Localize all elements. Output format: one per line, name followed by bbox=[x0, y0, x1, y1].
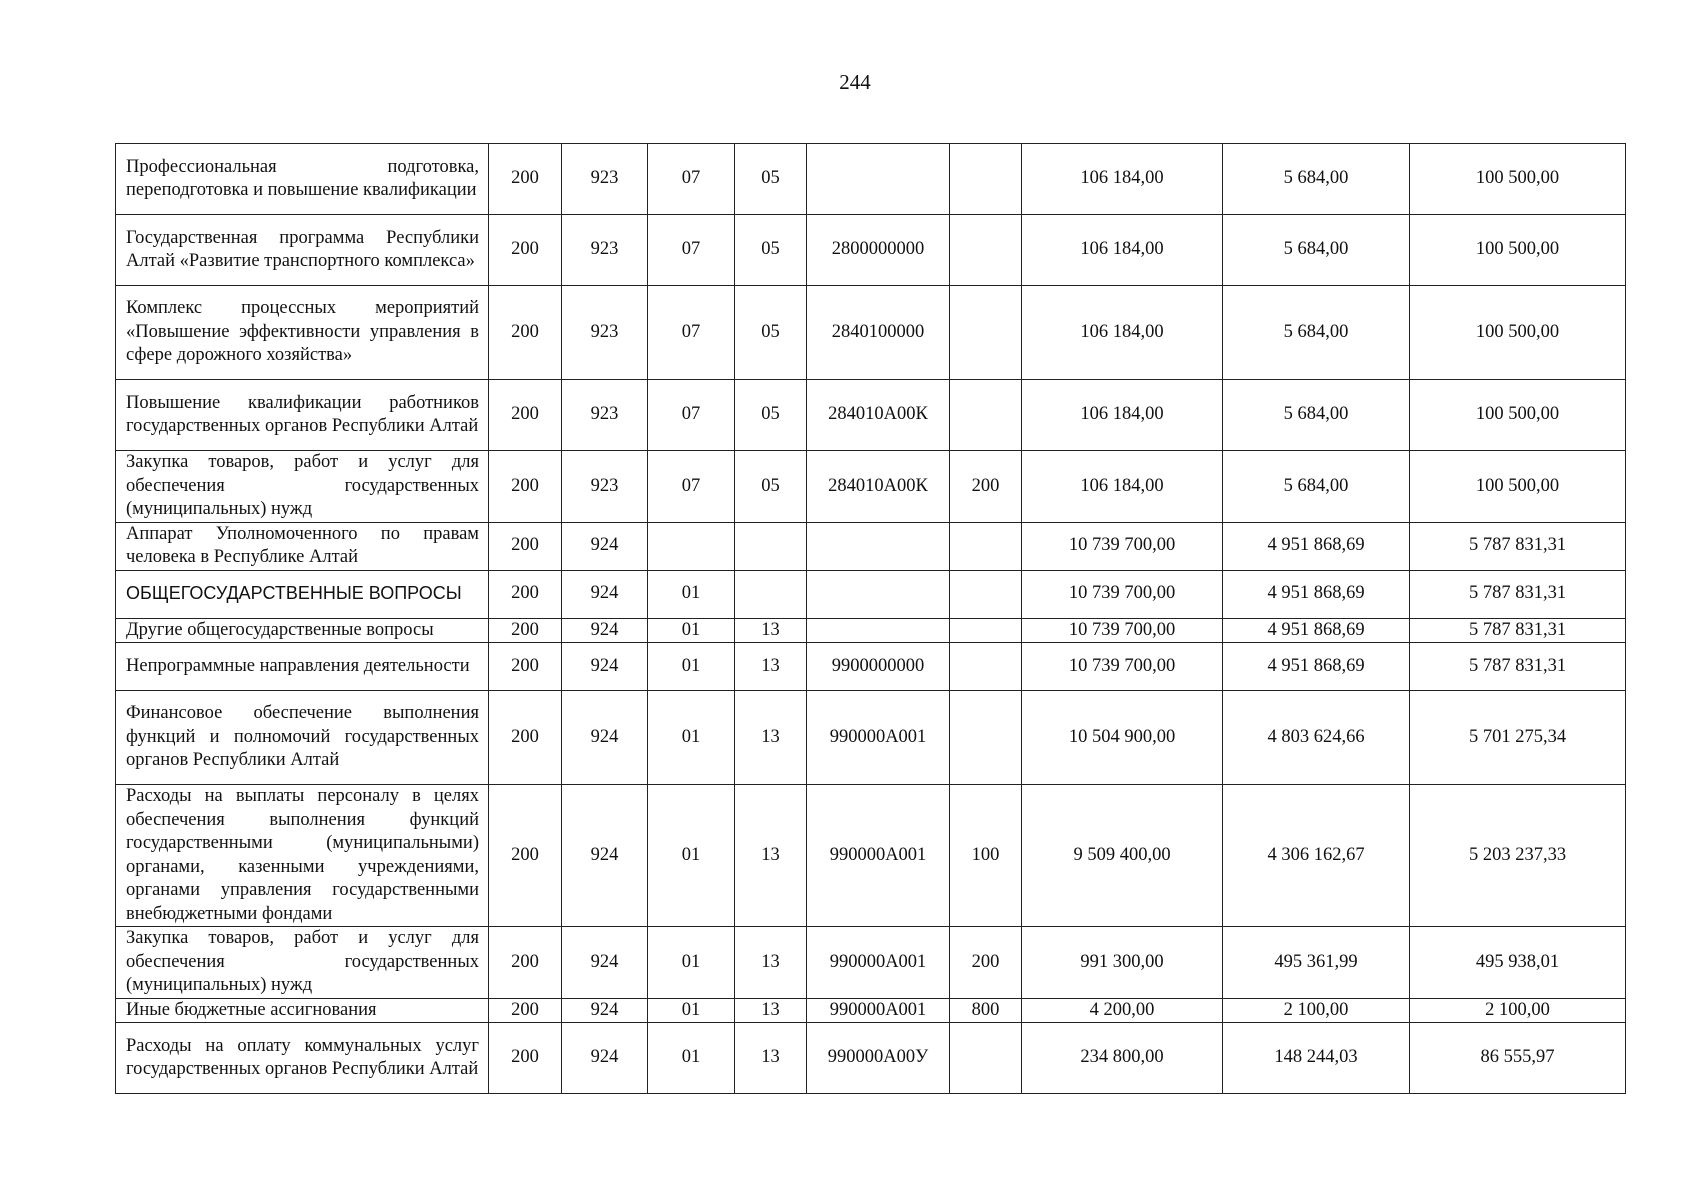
cell-col-5 bbox=[807, 144, 950, 215]
cell-col-3: 01 bbox=[648, 1023, 735, 1094]
cell-col-2: 923 bbox=[562, 144, 648, 215]
cell-col-5 bbox=[807, 570, 950, 618]
cell-col-6 bbox=[950, 643, 1022, 691]
cell-col-4: 13 bbox=[735, 927, 807, 999]
cell-col-4: 05 bbox=[735, 451, 807, 523]
cell-col-9: 100 500,00 bbox=[1410, 451, 1626, 523]
cell-col-9: 2 100,00 bbox=[1410, 998, 1626, 1023]
cell-col-4: 05 bbox=[735, 286, 807, 380]
table-row bbox=[116, 215, 1626, 286]
cell-col-4 bbox=[735, 522, 807, 570]
cell-col-8: 5 684,00 bbox=[1223, 286, 1410, 380]
cell-col-9: 5 787 831,31 bbox=[1410, 522, 1626, 570]
cell-col-8: 4 951 868,69 bbox=[1223, 570, 1410, 618]
row-name: Закупка товаров, работ и услуг для обеспечения государственных (муниципальных) нужд bbox=[116, 927, 489, 999]
cell-col-6 bbox=[950, 144, 1022, 215]
cell-col-3: 01 bbox=[648, 570, 735, 618]
cell-col-1: 200 bbox=[489, 451, 562, 523]
cell-col-8: 4 803 624,66 bbox=[1223, 691, 1410, 785]
cell-col-9: 100 500,00 bbox=[1410, 286, 1626, 380]
cell-col-5: 284010А00К bbox=[807, 451, 950, 523]
cell-col-9: 5 203 237,33 bbox=[1410, 785, 1626, 927]
table-row bbox=[116, 1023, 1626, 1094]
cell-col-8: 5 684,00 bbox=[1223, 144, 1410, 215]
cell-col-5: 2840100000 bbox=[807, 286, 950, 380]
cell-col-4 bbox=[735, 570, 807, 618]
cell-col-4: 13 bbox=[735, 785, 807, 927]
table-row bbox=[116, 927, 1626, 999]
cell-col-8: 5 684,00 bbox=[1223, 215, 1410, 286]
cell-col-7: 106 184,00 bbox=[1022, 286, 1223, 380]
cell-col-2: 923 bbox=[562, 286, 648, 380]
cell-col-7: 106 184,00 bbox=[1022, 144, 1223, 215]
cell-col-7: 106 184,00 bbox=[1022, 380, 1223, 451]
cell-col-1: 200 bbox=[489, 522, 562, 570]
cell-col-7: 9 509 400,00 bbox=[1022, 785, 1223, 927]
cell-col-5 bbox=[807, 618, 950, 643]
cell-col-7: 10 504 900,00 bbox=[1022, 691, 1223, 785]
cell-col-6: 100 bbox=[950, 785, 1022, 927]
cell-col-2: 924 bbox=[562, 1023, 648, 1094]
table-row bbox=[116, 998, 1626, 1023]
cell-col-1: 200 bbox=[489, 618, 562, 643]
cell-col-4: 13 bbox=[735, 691, 807, 785]
cell-col-6 bbox=[950, 286, 1022, 380]
table-row bbox=[116, 286, 1626, 380]
budget-table bbox=[115, 143, 1626, 1094]
cell-col-1: 200 bbox=[489, 1023, 562, 1094]
row-name: Закупка товаров, работ и услуг для обеспечения государственных (муниципальных) нужд bbox=[116, 451, 489, 523]
cell-col-9: 5 787 831,31 bbox=[1410, 618, 1626, 643]
cell-col-9: 86 555,97 bbox=[1410, 1023, 1626, 1094]
cell-col-1: 200 bbox=[489, 380, 562, 451]
cell-col-1: 200 bbox=[489, 998, 562, 1023]
table-row bbox=[116, 144, 1626, 215]
cell-col-1: 200 bbox=[489, 643, 562, 691]
cell-col-2: 923 bbox=[562, 380, 648, 451]
cell-col-3: 01 bbox=[648, 691, 735, 785]
cell-col-2: 924 bbox=[562, 570, 648, 618]
cell-col-1: 200 bbox=[489, 215, 562, 286]
cell-col-2: 924 bbox=[562, 998, 648, 1023]
table-row bbox=[116, 570, 1626, 618]
cell-col-7: 106 184,00 bbox=[1022, 215, 1223, 286]
cell-col-3: 07 bbox=[648, 286, 735, 380]
cell-col-7: 10 739 700,00 bbox=[1022, 618, 1223, 643]
cell-col-2: 924 bbox=[562, 927, 648, 999]
cell-col-4: 13 bbox=[735, 618, 807, 643]
table-row bbox=[116, 618, 1626, 643]
cell-col-7: 106 184,00 bbox=[1022, 451, 1223, 523]
table-row bbox=[116, 643, 1626, 691]
row-name: Комплекс процессных мероприятий «Повышение эффективности управления в сфере дорожного хозяйства» bbox=[116, 286, 489, 380]
cell-col-8: 4 951 868,69 bbox=[1223, 643, 1410, 691]
row-name: Финансовое обеспечение выполнения функций и полномочий государственных органов Республики Алтай bbox=[116, 691, 489, 785]
cell-col-6 bbox=[950, 691, 1022, 785]
cell-col-7: 10 739 700,00 bbox=[1022, 570, 1223, 618]
table-row bbox=[116, 785, 1626, 927]
cell-col-8: 495 361,99 bbox=[1223, 927, 1410, 999]
row-name: Аппарат Уполномоченного по правам человека в Республике Алтай bbox=[116, 522, 489, 570]
cell-col-3: 07 bbox=[648, 451, 735, 523]
cell-col-5: 990000А001 bbox=[807, 998, 950, 1023]
table-row bbox=[116, 380, 1626, 451]
cell-col-2: 923 bbox=[562, 451, 648, 523]
cell-col-2: 923 bbox=[562, 215, 648, 286]
cell-col-5: 990000А001 bbox=[807, 927, 950, 999]
table-row bbox=[116, 451, 1626, 523]
cell-col-8: 5 684,00 bbox=[1223, 380, 1410, 451]
cell-col-5: 2800000000 bbox=[807, 215, 950, 286]
row-name: Повышение квалификации работников государственных органов Республики Алтай bbox=[116, 380, 489, 451]
page-number: 244 bbox=[839, 70, 871, 94]
cell-col-4: 13 bbox=[735, 998, 807, 1023]
cell-col-1: 200 bbox=[489, 144, 562, 215]
cell-col-6 bbox=[950, 380, 1022, 451]
cell-col-5: 284010А00К bbox=[807, 380, 950, 451]
cell-col-6: 800 bbox=[950, 998, 1022, 1023]
cell-col-9: 100 500,00 bbox=[1410, 215, 1626, 286]
cell-col-8: 4 951 868,69 bbox=[1223, 522, 1410, 570]
cell-col-8: 5 684,00 bbox=[1223, 451, 1410, 523]
cell-col-4: 05 bbox=[735, 144, 807, 215]
cell-col-3: 07 bbox=[648, 144, 735, 215]
cell-col-7: 991 300,00 bbox=[1022, 927, 1223, 999]
cell-col-6 bbox=[950, 570, 1022, 618]
table-row bbox=[116, 522, 1626, 570]
cell-col-6: 200 bbox=[950, 927, 1022, 999]
cell-col-2: 924 bbox=[562, 691, 648, 785]
cell-col-2: 924 bbox=[562, 785, 648, 927]
cell-col-5: 9900000000 bbox=[807, 643, 950, 691]
cell-col-2: 924 bbox=[562, 618, 648, 643]
cell-col-5: 990000А001 bbox=[807, 691, 950, 785]
cell-col-7: 10 739 700,00 bbox=[1022, 522, 1223, 570]
cell-col-1: 200 bbox=[489, 570, 562, 618]
cell-col-1: 200 bbox=[489, 785, 562, 927]
cell-col-6 bbox=[950, 1023, 1022, 1094]
row-name: Непрограммные направления деятельности bbox=[116, 643, 489, 691]
cell-col-5: 990000А00У bbox=[807, 1023, 950, 1094]
cell-col-1: 200 bbox=[489, 691, 562, 785]
cell-col-4: 13 bbox=[735, 1023, 807, 1094]
cell-col-9: 5 787 831,31 bbox=[1410, 570, 1626, 618]
cell-col-8: 4 306 162,67 bbox=[1223, 785, 1410, 927]
cell-col-1: 200 bbox=[489, 927, 562, 999]
row-name: Иные бюджетные ассигнования bbox=[116, 998, 489, 1023]
row-name: Расходы на выплаты персоналу в целях обеспечения выполнения функций государственными (муниципальными) органами, казенными учреждениями, органами управления государственными внебюджетными фондами bbox=[116, 785, 489, 927]
cell-col-1: 200 bbox=[489, 286, 562, 380]
row-name: Государственная программа Республики Алтай «Развитие транспортного комплекса» bbox=[116, 215, 489, 286]
cell-col-9: 100 500,00 bbox=[1410, 380, 1626, 451]
cell-col-9: 495 938,01 bbox=[1410, 927, 1626, 999]
cell-col-3: 01 bbox=[648, 643, 735, 691]
cell-col-7: 4 200,00 bbox=[1022, 998, 1223, 1023]
cell-col-3: 01 bbox=[648, 618, 735, 643]
cell-col-8: 2 100,00 bbox=[1223, 998, 1410, 1023]
row-name: Профессиональная подготовка, переподготовка и повышение квалификации bbox=[116, 144, 489, 215]
row-name: ОБЩЕГОСУДАРСТВЕННЫЕ ВОПРОСЫ bbox=[116, 570, 489, 618]
cell-col-6 bbox=[950, 522, 1022, 570]
row-name: Расходы на оплату коммунальных услуг государственных органов Республики Алтай bbox=[116, 1023, 489, 1094]
cell-col-8: 148 244,03 bbox=[1223, 1023, 1410, 1094]
cell-col-3: 01 bbox=[648, 998, 735, 1023]
cell-col-7: 10 739 700,00 bbox=[1022, 643, 1223, 691]
cell-col-9: 5 701 275,34 bbox=[1410, 691, 1626, 785]
row-name: Другие общегосударственные вопросы bbox=[116, 618, 489, 643]
cell-col-7: 234 800,00 bbox=[1022, 1023, 1223, 1094]
cell-col-5: 990000А001 bbox=[807, 785, 950, 927]
table-row bbox=[116, 691, 1626, 785]
cell-col-4: 05 bbox=[735, 380, 807, 451]
cell-col-3: 01 bbox=[648, 927, 735, 999]
cell-col-2: 924 bbox=[562, 643, 648, 691]
cell-col-4: 05 bbox=[735, 215, 807, 286]
cell-col-6 bbox=[950, 215, 1022, 286]
cell-col-4: 13 bbox=[735, 643, 807, 691]
cell-col-9: 100 500,00 bbox=[1410, 144, 1626, 215]
cell-col-3 bbox=[648, 522, 735, 570]
cell-col-6 bbox=[950, 618, 1022, 643]
cell-col-9: 5 787 831,31 bbox=[1410, 643, 1626, 691]
cell-col-3: 07 bbox=[648, 215, 735, 286]
cell-col-5 bbox=[807, 522, 950, 570]
cell-col-8: 4 951 868,69 bbox=[1223, 618, 1410, 643]
cell-col-2: 924 bbox=[562, 522, 648, 570]
cell-col-6: 200 bbox=[950, 451, 1022, 523]
cell-col-3: 01 bbox=[648, 785, 735, 927]
cell-col-3: 07 bbox=[648, 380, 735, 451]
